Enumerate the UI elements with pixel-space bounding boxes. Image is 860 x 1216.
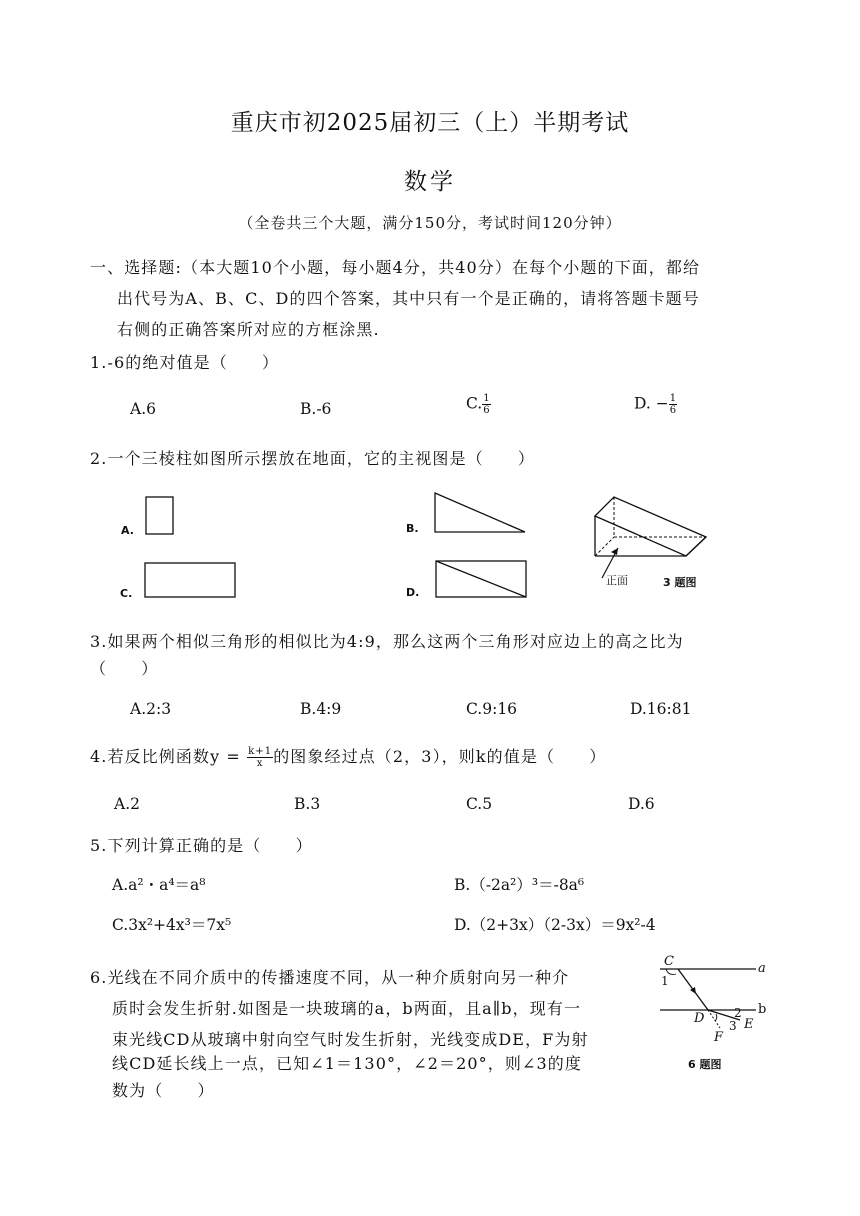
q1-option-c-denominator: 6 xyxy=(483,405,490,416)
q2-option-b-label: B. xyxy=(406,522,419,535)
prism-bottom-right-edge xyxy=(686,537,706,556)
q1-option-c-numerator: 1 xyxy=(483,393,490,404)
front-view-label: 正面 xyxy=(606,574,628,587)
q4-option-d: D.6 xyxy=(628,795,655,813)
section-instructions-line3: 右侧的正确答案所对应的方框涂黑. xyxy=(117,320,380,339)
q6-stem-line5: 数为（ ） xyxy=(112,1081,215,1100)
q6-figure-caption: 6 题图 xyxy=(688,1058,722,1071)
section-instructions-line1: 一、选择题:（本大题10个小题，每小题4分，共40分）在每个小题的下面，都给 xyxy=(90,258,701,277)
q6-label-f: F xyxy=(714,1030,724,1045)
q5-option-b: B.（-2a²）³＝-8a⁶ xyxy=(454,876,585,894)
q5-option-c: C.3x²+4x³＝7x⁵ xyxy=(112,916,232,934)
q6-label-3: 3 xyxy=(729,1019,737,1033)
q6-label-e: E xyxy=(744,1017,754,1032)
q5-option-a: A.a²・a⁴＝a⁸ xyxy=(112,876,206,894)
q2-option-c-rectangle xyxy=(144,562,238,600)
q1-option-d-denominator: 6 xyxy=(669,405,677,416)
ray-cd-arrow xyxy=(690,987,696,994)
q4-option-c: C.5 xyxy=(466,795,493,813)
q3-option-a: A.2:3 xyxy=(130,700,172,718)
q1-option-b: B.-6 xyxy=(300,400,332,418)
q3-option-b: B.4:9 xyxy=(300,700,342,718)
section-instructions-line2: 出代号为A、B、C、D的四个答案，其中只有一个是正确的，请将答题卡题号 xyxy=(117,289,700,308)
q3-option-d: D.16:81 xyxy=(630,700,692,718)
q1-option-a: A.6 xyxy=(130,400,156,418)
q3-stem-line1: 3.如果两个相似三角形的相似比为4:9，那么这两个三角形对应边上的高之比为 xyxy=(90,632,684,651)
q6-label-a: a xyxy=(758,961,766,976)
prism-hidden-edge-1 xyxy=(595,537,614,556)
subject-title: 数学 xyxy=(404,169,456,195)
q1-option-c xyxy=(466,393,491,416)
q6-label-b: b xyxy=(758,1002,767,1017)
q4-option-b: B.3 xyxy=(294,795,321,813)
q5-option-d: D.（2+3x）（2-3x）＝9x²-4 xyxy=(454,916,656,934)
prism-top-face xyxy=(595,497,706,556)
q4-stem-post: 的图象经过点（2，3），则k的值是（ ） xyxy=(273,747,607,766)
q2-option-d-rectangle-diagonal xyxy=(435,560,529,600)
q2-option-b-triangle xyxy=(434,492,528,534)
q6-stem-line2: 质时会发生折射.如图是一块玻璃的a，b两面，且a∥b，现有一 xyxy=(112,999,582,1018)
q6-label-c: C xyxy=(664,954,674,969)
q5-stem: 5.下列计算正确的是（ ） xyxy=(90,836,313,855)
q2-stem: 2.一个三棱柱如图所示摆放在地面，它的主视图是（ ） xyxy=(90,449,535,468)
q1-stem: 1.-6的绝对值是（ ） xyxy=(90,353,280,372)
q4-option-a: A.2 xyxy=(114,795,140,813)
q1-option-d xyxy=(634,393,677,416)
q3-stem-line2: （ ） xyxy=(90,659,159,678)
exam-note: （全卷共三个大题，满分150分，考试时间120分钟） xyxy=(238,214,622,232)
q6-label-d: D xyxy=(694,1011,705,1026)
q4-fraction xyxy=(247,746,273,769)
q6-stem-line4: 线CD延长线上一点，已知∠1＝130°，∠2＝20°，则∠3的度 xyxy=(112,1054,582,1073)
q4-fraction-denominator: x xyxy=(256,758,264,769)
exam-title: 重庆市初2025届初三（上）半期考试 xyxy=(230,110,630,136)
q1-option-d-prefix: D. − xyxy=(634,394,669,413)
q4-fraction-numerator: k+1 xyxy=(248,746,273,757)
q2-option-a-label: A. xyxy=(121,524,134,537)
q6-label-2: 2 xyxy=(734,1006,742,1020)
q4-stem-pre: 4.若反比例函数y = xyxy=(90,747,248,766)
q2-option-a-rectangle xyxy=(145,496,175,536)
q1-option-c-prefix: C. xyxy=(466,394,483,413)
q2-figure-caption: 3 题图 xyxy=(663,576,697,589)
q2-option-d-label: D. xyxy=(406,586,420,599)
q6-stem-line1: 6.光线在不同介质中的传播速度不同，从一种介质射向另一种介 xyxy=(90,968,570,987)
q4-stem xyxy=(90,744,606,769)
q2-option-c-label: C. xyxy=(120,587,133,600)
q1-option-c-fraction xyxy=(482,393,490,416)
q1-option-d-fraction xyxy=(669,393,677,416)
q6-stem-line3: 束光线CD从玻璃中射向空气时发生折射，光线变成DE，F为射 xyxy=(112,1030,589,1049)
q3-option-c: C.9:16 xyxy=(466,700,518,718)
angle-2-arc xyxy=(715,1014,717,1021)
q6-label-1: 1 xyxy=(661,974,669,988)
q1-option-d-numerator: 1 xyxy=(669,393,677,404)
